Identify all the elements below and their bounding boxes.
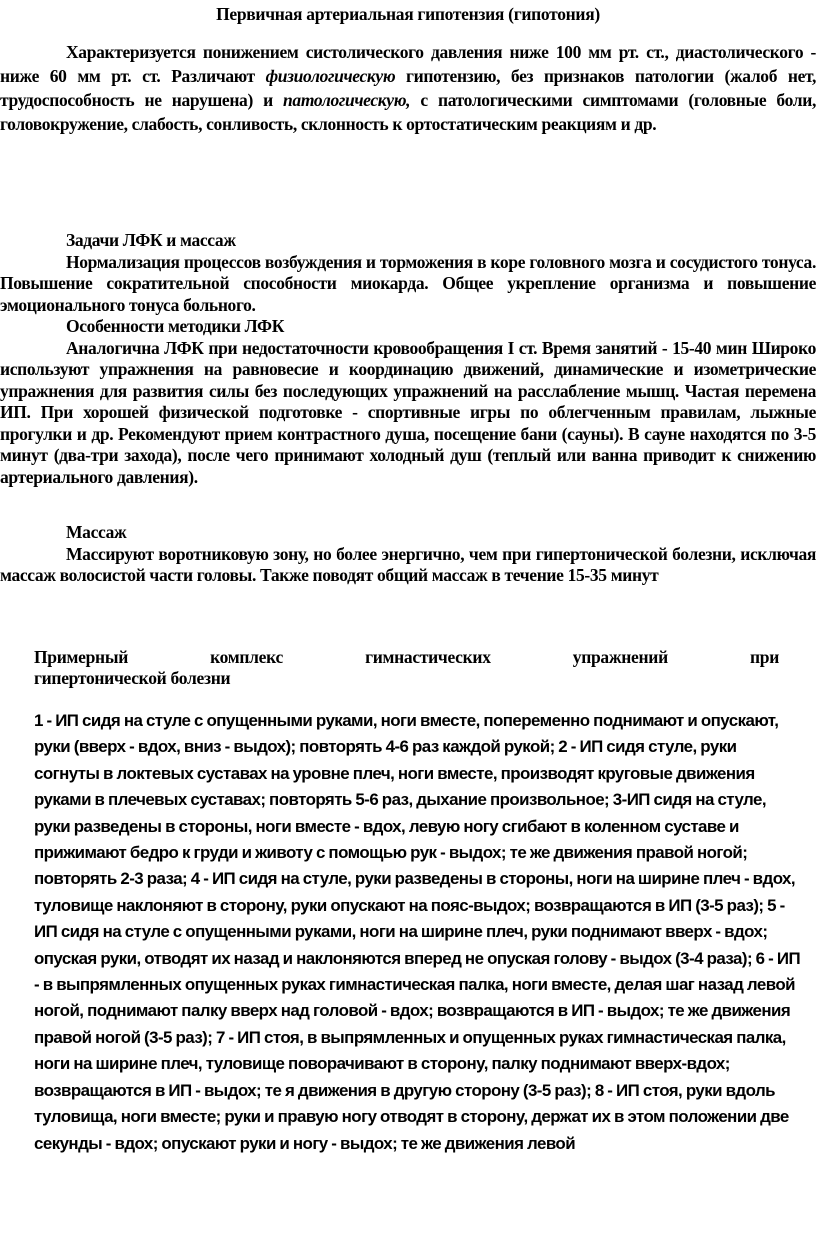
intro-emphasis-pathological: патологическую, [283, 90, 411, 110]
massage-text: Массируют воротниковую зону, но более энергично, чем при гипертонической болезни, исключая массаж волосистой части головы. Также поводят общий массаж в течение 15-35 минут [0, 543, 816, 585]
tasks-text: Нормализация процессов возбуждения и торможения в коре головного мозга и сосудистого тонуса. Повышение сократительной способности миокарда. Общее укрепление организма и повышение эмоционального тонуса больного. [0, 251, 816, 315]
document-title: Первичная артериальная гипотензия (гипотония) [216, 4, 600, 24]
complex-heading [34, 647, 779, 689]
intro-text-2: гипотензию, без признаков патологии (жалоб нет, трудоспособность не нарушена) и [0, 66, 816, 110]
complex-heading-line-1: Примерный комплекс гимнастических упражнений при [34, 647, 779, 667]
intro-text-1: Характеризуется понижением систолического давления ниже 100 мм рт. ст., диастолического - ниже 60 мм рт. ст. Различают [0, 42, 816, 86]
method-text: Аналогична ЛФК при недостаточности кровообращения I ст. Время занятий - 15-40 мин Широко используют упражнения на равновесие и координацию движений, динамические и изометрические упражнения для развития силы без последующих упражнений на расслабление мышц. Частая перемена ИП. При хорошей физической подготовке - спортивные игры по облегченным правилам, лыжные прогулки и др. Рекомендуют прием контрастного душа, посещение бани (сауны). В сауне находятся по 3-5 минут (два-три захода), после чего принимают холодный душ (теплый или ванна приводит к снижению артериального давления). [0, 337, 816, 487]
complex-heading-line-2: гипертонической болезни [34, 668, 231, 688]
intro-text-3: с патологическими симптомами (головные боли, головокружение, слабость, сонливость, склонность к ортостатическим реакциям и др. [0, 90, 816, 134]
tasks-section [0, 230, 816, 488]
exercises-list: 1 - ИП сидя на стуле с опущенными руками, ноги вместе, попеременно поднимают и опускают, руки (вверх - вдох, вниз - выдох); повторять 4-6 раз каждой рукой; 2 - ИП сидя стуле, руки согнуты в локтевых суставах на уровне плеч, ноги вместе, производят круговые движения руками в плечевых суставах; повторять 5-6 раз, дыхание произвольное; 3-ИП сидя на стуле, руки разведены в стороны, ноги вместе - вдох, левую ногу сгибают в коленном суставе и прижимают бедро к груди и животу с помощью рук - выдох; те же движения правой ногой; повторять 2-3 раза; 4 - ИП сидя на стуле, руки разведены в стороны, ноги на ширине плеч - вдох, туловище наклоняют в сторону, руки опускают на пояс-выдох; возвращаются в ИП (3-5 раз); 5 - ИП сидя на стуле с опущенными руками, ноги на ширине плеч, руки поднимают вверх - вдох; опуская руки, отводят их назад и наклоняются вперед не опуская голову - выдох (3-4 раза); 6 - ИП - в выпрямленных опущенных руках гимнастическая палка, ноги вместе, делая шаг назад левой ногой, поднимают палку вверх над головой - вдох; возвращаются в ИП - выдох; те же движения правой ногой (3-5 раз); 7 - ИП стоя, в выпрямленных и опущенных руках гимнастическая палка, ноги на ширине плеч, туловище поворачивают в сторону, палку поднимают вверх-вдох; возвращаются в ИП - выдох; те я движения в другую сторону (3-5 раз); 8 - ИП стоя, руки вдоль туловища, ноги вместе; руки и правую ногу отводят в сторону, держат их в этом положении две секунды - вдох; опускают руки и ногу - выдох; те же движения левой [34, 711, 801, 1153]
massage-section [0, 522, 816, 587]
massage-heading: Массаж [66, 522, 127, 542]
intro-paragraph [0, 40, 816, 136]
tasks-heading: Задачи ЛФК и массаж [66, 230, 236, 250]
method-heading: Особенности методики ЛФК [66, 316, 285, 336]
intro-emphasis-physiological: физиологическую [265, 66, 396, 86]
